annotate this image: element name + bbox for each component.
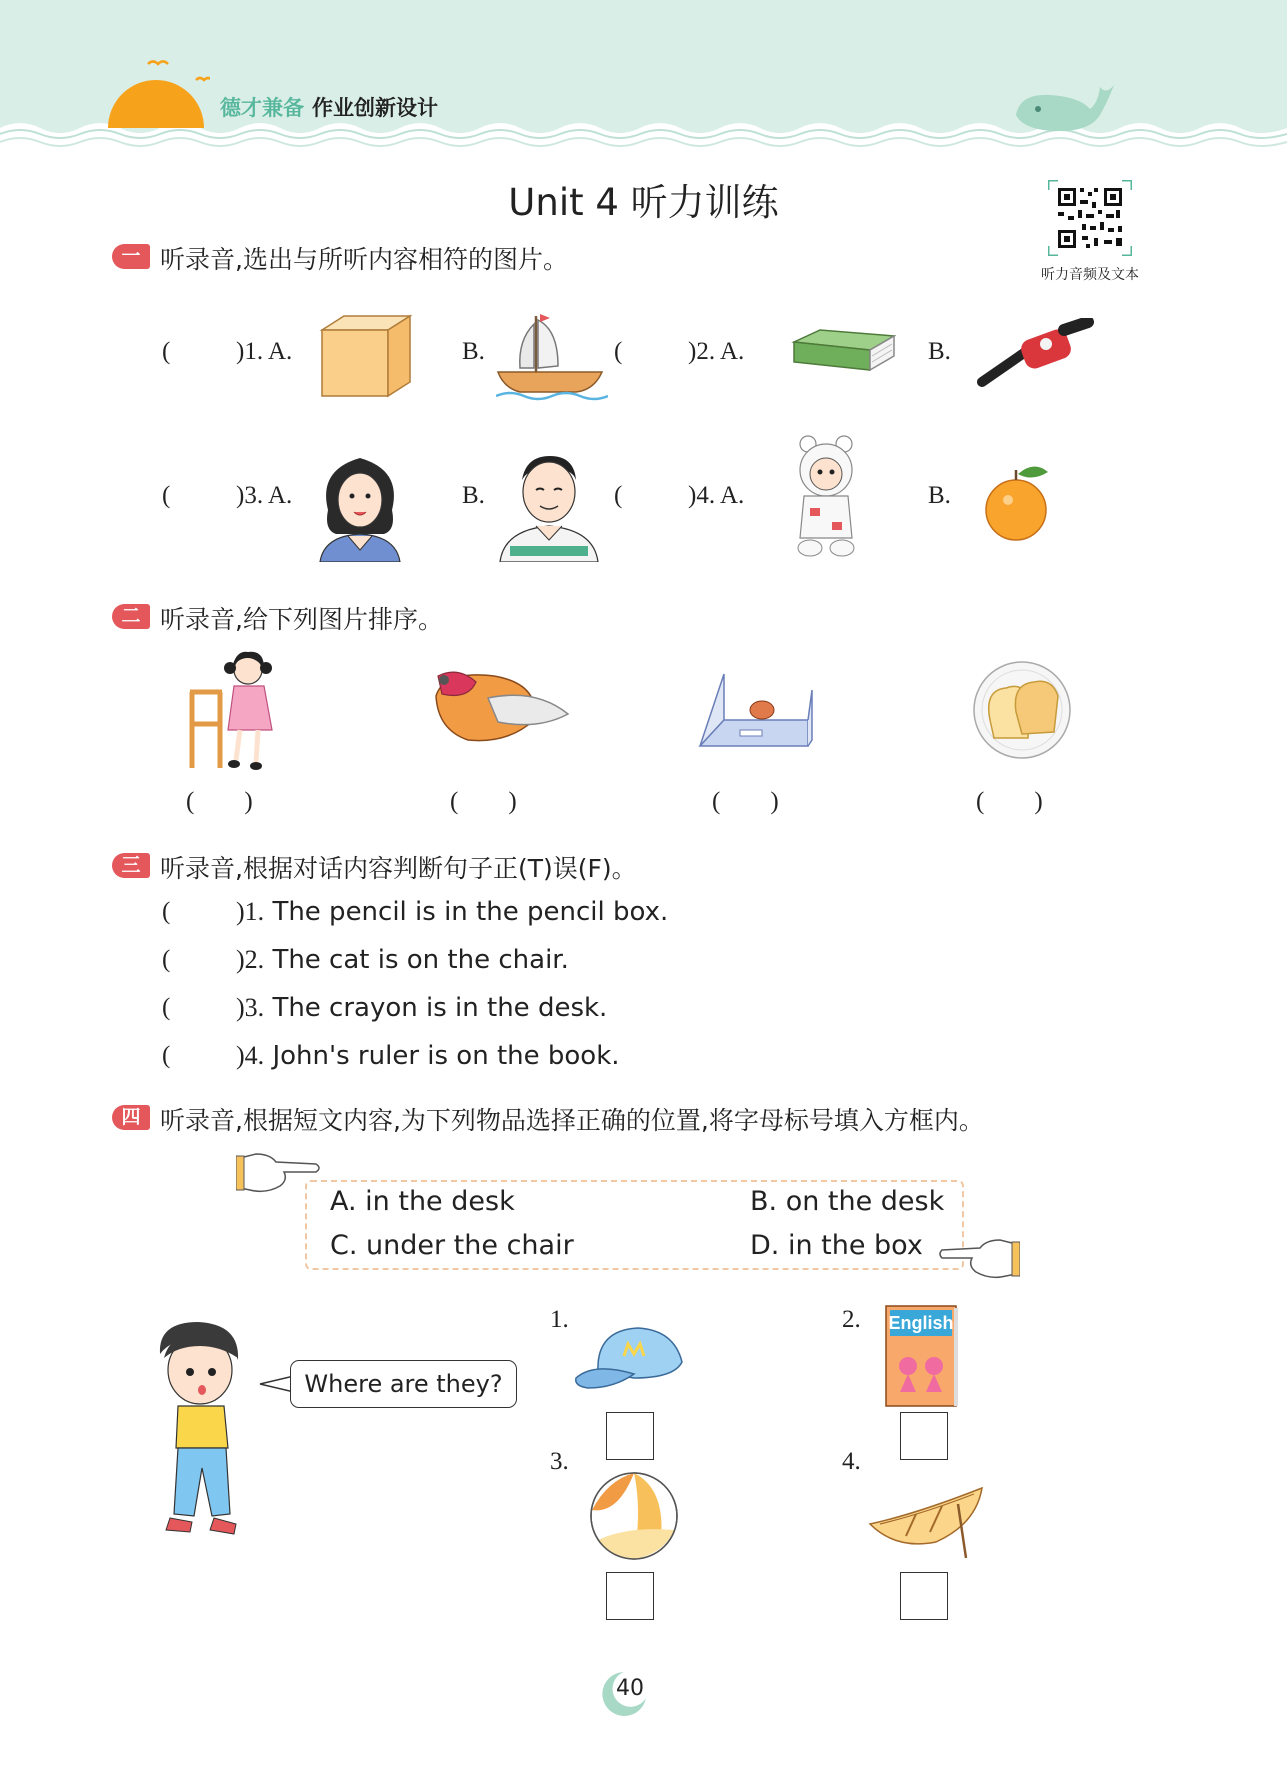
answer-box-1[interactable] xyxy=(606,1412,654,1460)
answer-box-4[interactable] xyxy=(900,1572,948,1620)
order-blank-3[interactable]: ( ) xyxy=(712,788,779,815)
section3-title: 听录音,根据对话内容判断句子正(T)误(F)。 xyxy=(160,854,637,883)
section1-title: 听录音,选出与所听内容相符的图片。 xyxy=(160,245,568,274)
order-blank-1[interactable]: ( ) xyxy=(186,788,253,815)
q3-label: )3. A. xyxy=(236,482,293,509)
order-blank-4[interactable]: ( ) xyxy=(976,788,1043,815)
page-title: Unit 4 听力训练 xyxy=(508,181,779,224)
speech-bubble: Where are they? xyxy=(290,1360,517,1408)
q4-paren-open: ( xyxy=(614,482,623,509)
q1-option-b: B. xyxy=(462,338,485,365)
boy-picture xyxy=(150,1318,260,1540)
section4-title: 听录音,根据短文内容,为下列物品选择正确的位置,将字母标号填入方框内。 xyxy=(160,1106,984,1135)
box-ball-picture xyxy=(696,670,816,750)
option-a: A. in the desk xyxy=(330,1186,515,1217)
sun-icon xyxy=(100,50,210,130)
book-picture xyxy=(790,328,896,380)
whale-icon xyxy=(1010,75,1115,135)
option-b: B. on the desk xyxy=(750,1186,945,1217)
boat-picture xyxy=(496,310,608,402)
q2-paren-open: ( xyxy=(614,338,623,365)
section1-badge: 一 xyxy=(112,244,150,269)
brand-plain: 作业创新设计 xyxy=(312,96,438,120)
tf-paren-1[interactable]: ( xyxy=(162,898,171,925)
section4-badge: 四 xyxy=(112,1105,150,1130)
doll-picture xyxy=(790,434,862,560)
option-d: D. in the box xyxy=(750,1230,923,1261)
q1-paren-open: ( xyxy=(162,338,171,365)
option-c: C. under the chair xyxy=(330,1230,574,1261)
q1-label: )1. A. xyxy=(236,338,293,365)
page-number: 40 xyxy=(616,1676,644,1701)
tf-num-2: )2. xyxy=(236,945,265,974)
pointing-hand-icon xyxy=(938,1234,1020,1282)
q2-label: )2. A. xyxy=(688,338,745,365)
item-num-4: 4. xyxy=(842,1448,861,1475)
book-label: English xyxy=(888,1313,954,1333)
qr-code[interactable] xyxy=(1048,180,1132,256)
brand-colored: 德才兼备 xyxy=(220,96,304,120)
father-picture xyxy=(496,450,602,562)
tf-sentence-4: John's ruler is on the book. xyxy=(272,1041,620,1071)
tf-num-4: )4. xyxy=(236,1041,265,1070)
tf-paren-2[interactable]: ( xyxy=(162,946,171,973)
section2-badge: 二 xyxy=(112,604,150,629)
girl-chair-picture xyxy=(186,650,282,772)
item-num-1: 1. xyxy=(550,1306,569,1333)
tf-num-3: )3. xyxy=(236,993,265,1022)
bread-picture xyxy=(972,660,1072,760)
section2-title: 听录音,给下列图片排序。 xyxy=(160,605,443,634)
item-num-2: 2. xyxy=(842,1306,861,1333)
section3-badge: 三 xyxy=(112,853,150,878)
tf-num-1: )1. xyxy=(236,897,265,926)
english-book-picture xyxy=(884,1304,960,1408)
q4-option-b: B. xyxy=(928,482,951,509)
tf-paren-3[interactable]: ( xyxy=(162,994,171,1021)
ball-picture xyxy=(588,1470,680,1562)
tf-sentence-3: The crayon is in the desk. xyxy=(272,993,608,1023)
q2-option-b: B. xyxy=(928,338,951,365)
q4-label: )4. A. xyxy=(688,482,745,509)
tf-sentence-2: The cat is on the chair. xyxy=(272,945,569,975)
answer-box-3[interactable] xyxy=(606,1572,654,1620)
item-num-3: 3. xyxy=(550,1448,569,1475)
bubble-tail xyxy=(258,1372,294,1396)
tf-sentence-1: The pencil is in the pencil box. xyxy=(272,897,669,927)
qr-caption: 听力音频及文本 xyxy=(1041,267,1139,283)
q3-option-b: B. xyxy=(462,482,485,509)
tf-paren-4[interactable]: ( xyxy=(162,1042,171,1069)
cap-picture xyxy=(428,666,570,754)
toy-picture xyxy=(976,318,1094,392)
box-picture xyxy=(318,312,414,400)
mother-picture xyxy=(314,450,406,562)
orange-picture xyxy=(982,460,1054,544)
wooden-boat-picture xyxy=(866,1484,986,1560)
answer-box-2[interactable] xyxy=(900,1412,948,1460)
q3-paren-open: ( xyxy=(162,482,171,509)
order-blank-2[interactable]: ( ) xyxy=(450,788,517,815)
cap-picture xyxy=(574,1322,686,1394)
